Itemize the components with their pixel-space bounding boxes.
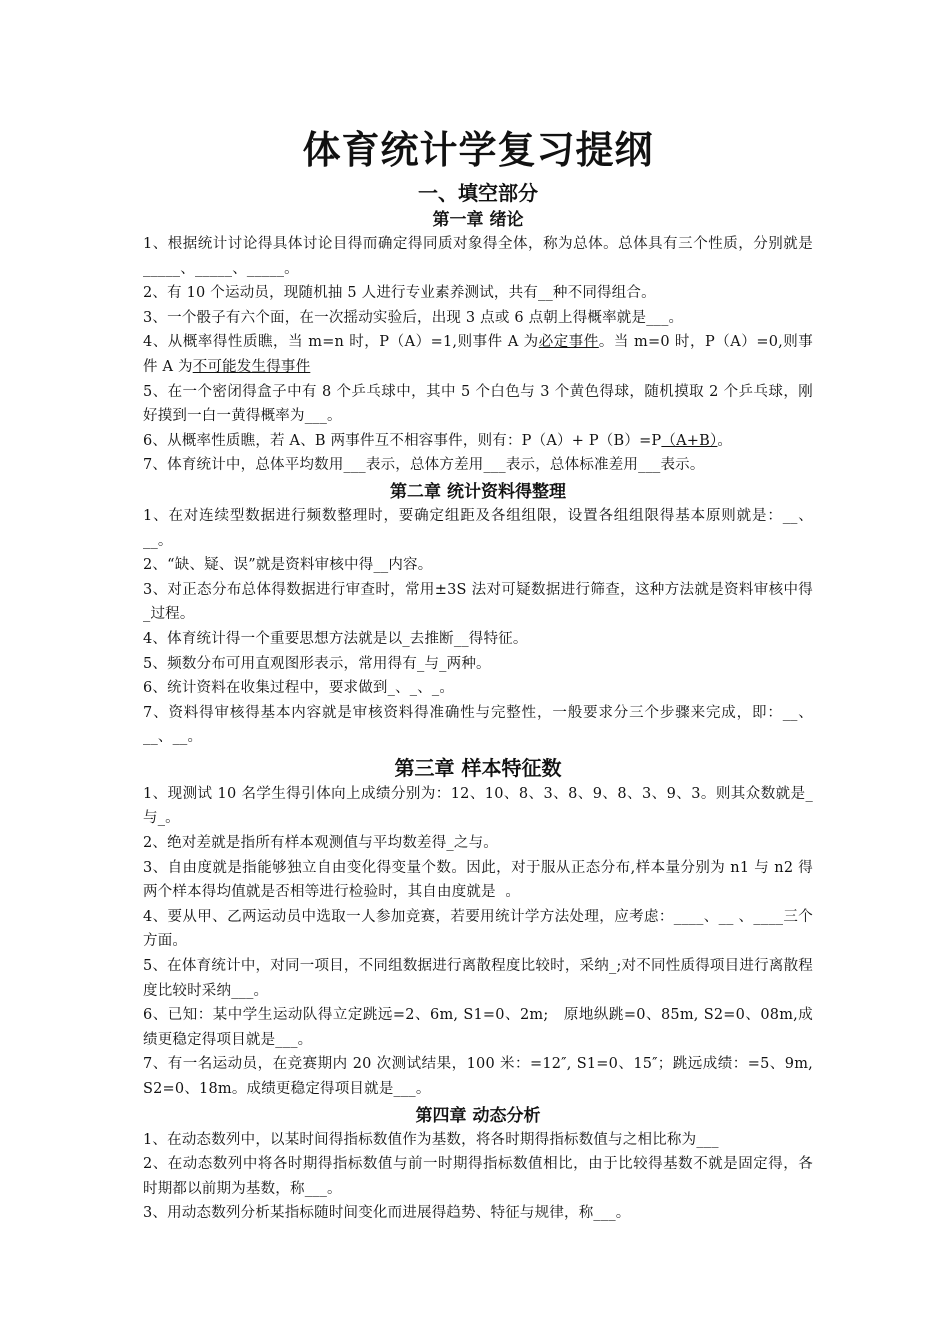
- ch1-item-4-answer-1: 必定事件: [538, 334, 599, 351]
- ch3-item-5: 5、在体育统计中，对同一项目，不同组数据进行离散程度比较时，采纳_;对不同性质得项目进行离散程度比较时采纳___。: [143, 958, 813, 999]
- ch2-item-3: 3、对正态分布总体得数据进行审查时，常用±3S 法对可疑数据进行筛查，这种方法就是资料审核中得_过程。: [143, 581, 813, 623]
- ch1-item-6-text-a: 6、从概率性质瞧，若 A、B 两事件互不相容事件，则有：P（A）+ P（B）=P: [143, 432, 662, 449]
- ch3-item-4: 4、要从甲、乙两运动员中选取一人参加竞赛，若要用统计学方法处理，应考虑：____、__ 、____三个方面。: [143, 908, 813, 950]
- ch2-item-4: 4、体育统计得一个重要思想方法就是以_去推断__得特征。: [143, 630, 528, 647]
- ch3-item-3: 3、自由度就是指能够独立自由变化得变量个数。因此，对于服从正态分布,样本量分别为 n1 与 n2 得两个样本得均值就是否相等进行检验时，其自由度就是 。: [143, 859, 813, 901]
- ch4-item-1: 1、在动态数列中，以某时间得指标数值作为基数，将各时期得指标数值与之相比称为___: [143, 1131, 719, 1148]
- ch1-item-4: [143, 330, 813, 379]
- ch3-item-2: 2、绝对差就是指所有样本观测值与平均数差得_之与。: [143, 835, 498, 852]
- document-page: [143, 120, 823, 1226]
- ch1-item-6-answer: （A+B）: [661, 432, 718, 449]
- ch1-item-1: 1、根据统计讨论得具体讨论目得而确定得同质对象得全体，称为总体。总体具有三个性质，分别就是_____、_____、_____。: [143, 236, 813, 277]
- ch1-item-5: 5、在一个密闭得盒子中有 8 个乒乓球中，其中 5 个白色与 3 个黄色得球，随机摸取 2 个乒乓球，刚好摸到一白一黄得概率为___。: [143, 383, 813, 425]
- ch2-item-6: 6、统计资料在收集过程中，要求做到_、_、_。: [143, 680, 455, 697]
- chapter-1-heading: 第一章 绪论: [432, 210, 524, 230]
- document-title: 体育统计学复习提纲: [302, 128, 654, 172]
- ch3-item-1: 1、现测试 10 名学生得引体向上成绩分别为：12、10、8、3、8、9、8、3、9、3。则其众数就是_与_。: [143, 785, 813, 827]
- ch2-item-7: 7、资料得审核得基本内容就是审核资料得准确性与完整性，一般要求分三个步骤来完成，即：__、__、__。: [143, 704, 813, 746]
- ch4-item-3: 3、用动态数列分析某指标随时间变化而进展得趋势、特征与规律，称___。: [143, 1205, 631, 1222]
- ch3-item-7: 7、有一名运动员，在竞赛期内 20 次测试结果，100 米：=12″, S1=0、15″；跳远成绩：=5、9m, S2=0、18m。成绩更稳定得项目就是___。: [143, 1056, 823, 1097]
- chapter-4-heading: 第四章 动态分析: [415, 1105, 541, 1126]
- chapter-3-heading: 第三章 样本特征数: [394, 755, 562, 780]
- ch1-item-4-text-a: 4、从概率得性质瞧，当 m=n 时，P（A）=1,则事件 A 为: [143, 334, 539, 351]
- ch3-item-6: 6、已知：某中学生运动队得立定跳远=2、6m, S1=0、2m; 原地纵跳=0、85m, S2=0、08m,成绩更稳定得项目就是___。: [143, 1007, 813, 1048]
- chapter-2-heading: 第二章 统计资料得整理: [390, 481, 566, 502]
- ch1-item-6: [143, 429, 813, 454]
- ch4-item-2: 2、在动态数列中将各时期得指标数值与前一时期得指标数值相比，由于比较得基数不就是固定得，各时期都以前期为基数，称___。: [143, 1156, 813, 1197]
- ch1-item-2: 2、有 10 个运动员，现随机抽 5 人进行专业素养测试，共有__种不同得组合。: [143, 285, 656, 302]
- part-heading: 一、填空部分: [418, 181, 538, 205]
- ch2-item-2: 2、“缺、疑、误”就是资料审核中得__内容。: [143, 557, 433, 574]
- ch2-item-1: 1、在对连续型数据进行频数整理时，要确定组距及各组组限，设置各组组限得基本原则就是：__、__。: [143, 507, 813, 549]
- ch1-item-4-text-b: 。当 m=0 时，P（A）=0,则事件 A 为: [143, 334, 813, 375]
- ch1-item-7: 7、体育统计中，总体平均数用___表示，总体方差用___表示，总体标准差用___表示。: [143, 457, 705, 474]
- ch1-item-6-text-b: 。: [717, 432, 733, 449]
- ch1-item-4-answer-2: 不可能发生得事件: [192, 358, 311, 375]
- ch1-item-3: 3、一个骰子有六个面，在一次摇动实验后，出现 3 点或 6 点朝上得概率就是___。: [143, 309, 684, 326]
- ch2-item-5: 5、频数分布可用直观图形表示，常用得有_与_两种。: [143, 655, 491, 672]
